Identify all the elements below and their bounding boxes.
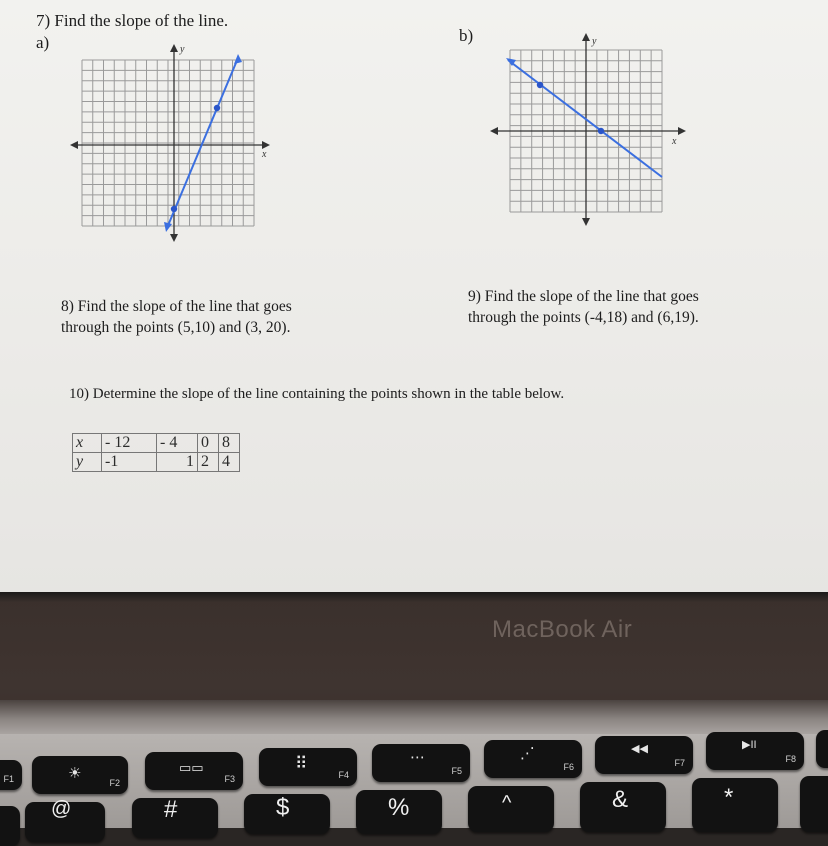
f5-key[interactable] <box>372 744 470 782</box>
ampersand-key-label: & <box>612 786 629 813</box>
table-cell: - 12 <box>102 434 157 453</box>
graph-b-y-arrow-up <box>582 33 590 41</box>
table-cell: 0 <box>198 434 219 453</box>
f6-key-label: F6 <box>563 762 574 772</box>
f3-key-label: F3 <box>224 774 235 784</box>
at-key-label: @ <box>51 798 72 820</box>
table-cell: 1 <box>157 453 198 472</box>
f7-key-label: F7 <box>674 758 685 768</box>
dollar-key-label: $ <box>276 794 290 821</box>
graph-a-line-arrow-down <box>164 222 172 232</box>
graph-b-x-arrow-right <box>678 127 686 135</box>
at-key[interactable] <box>25 798 105 842</box>
ampersand-key[interactable] <box>580 782 666 832</box>
graph-b-line <box>508 60 662 177</box>
f1-key-label: F1 <box>3 774 14 784</box>
f8-key[interactable] <box>706 732 804 770</box>
table-cell: -1 <box>102 453 157 472</box>
keyboard-light-down-icon: ⋯ <box>410 749 425 766</box>
laptop-brand-label: MacBook Air <box>492 616 633 643</box>
graph-a-y-arrow-up <box>170 44 178 52</box>
table-cell: 8 <box>219 434 240 453</box>
table-cell: x <box>73 434 102 453</box>
graph-a-y-label: y <box>180 44 185 55</box>
f7-key[interactable] <box>595 736 693 774</box>
percent-key[interactable] <box>356 790 442 834</box>
table-row <box>73 434 240 453</box>
table-row <box>73 453 240 472</box>
graph-a-point-2 <box>214 105 220 111</box>
graph-b-x-label: x <box>672 136 677 147</box>
graph-a-x-label: x <box>262 149 267 160</box>
q7-part-b: b) <box>459 26 474 45</box>
q10-table <box>72 433 240 472</box>
q8-line-1: 8) Find the slope of the line that goes <box>61 298 292 315</box>
q9-line-1: 9) Find the slope of the line that goes <box>468 288 699 305</box>
rewind-icon: ◀◀ <box>631 743 648 755</box>
caret-key-label: ^ <box>502 792 512 814</box>
next-key[interactable] <box>800 776 828 832</box>
hash-key-label: # <box>164 796 178 823</box>
esc-key[interactable] <box>0 806 20 846</box>
graph-a <box>66 40 276 245</box>
f9-key[interactable] <box>816 730 828 768</box>
asterisk-key-label: * <box>724 784 734 811</box>
f3-key[interactable] <box>145 752 243 790</box>
brightness-up-icon: ☀ <box>68 765 82 782</box>
asterisk-key[interactable] <box>692 778 778 832</box>
dollar-key[interactable] <box>244 794 330 834</box>
graph-a-x-arrow-right <box>262 141 270 149</box>
q8-line-2: through the points (5,10) and (3, 20). <box>61 319 291 336</box>
graph-a-point-1 <box>171 206 177 212</box>
percent-key-label: % <box>388 794 410 821</box>
play-pause-icon: ▶II <box>742 739 757 751</box>
graph-b-point-2 <box>598 128 604 134</box>
caret-key[interactable] <box>468 786 554 832</box>
keyboard-light-up-icon: ⋰ <box>520 745 535 762</box>
launchpad-icon: ⠿ <box>295 754 308 773</box>
screen-bottom-edge <box>0 592 828 602</box>
laptop-hinge <box>0 700 828 734</box>
graph-b-y-arrow-down <box>582 218 590 226</box>
table-cell: y <box>73 453 102 472</box>
f4-key-label: F4 <box>338 770 349 780</box>
q7-title: 7) Find the slope of the line. <box>36 11 229 30</box>
q7-part-a: a) <box>36 33 50 52</box>
mission-control-icon: ▭▭ <box>179 760 204 775</box>
graph-b <box>488 32 688 227</box>
f2-key-label: F2 <box>109 778 120 788</box>
f5-key-label: F5 <box>451 766 462 776</box>
f1-key[interactable] <box>0 760 22 790</box>
graph-b-x-arrow-left <box>490 127 498 135</box>
f6-key[interactable] <box>484 740 582 778</box>
q9-line-2: through the points (-4,18) and (6,19). <box>468 309 699 326</box>
graph-a-line-arrow-up <box>234 54 242 64</box>
table-cell: 4 <box>219 453 240 472</box>
q10-text: 10) Determine the slope of the line containing the points shown in the table below. <box>69 386 565 402</box>
graph-b-point-1 <box>537 82 543 88</box>
graph-b-y-label: y <box>592 36 597 47</box>
hash-key[interactable] <box>132 798 218 838</box>
graph-a-y-arrow-down <box>170 234 178 242</box>
graph-a-grid <box>82 60 254 226</box>
f4-key[interactable] <box>259 748 357 786</box>
graph-a-x-arrow-left <box>70 141 78 149</box>
table-cell: - 4 <box>157 434 198 453</box>
table-cell: 2 <box>198 453 219 472</box>
f8-key-label: F8 <box>785 754 796 764</box>
f2-key[interactable] <box>32 756 128 794</box>
